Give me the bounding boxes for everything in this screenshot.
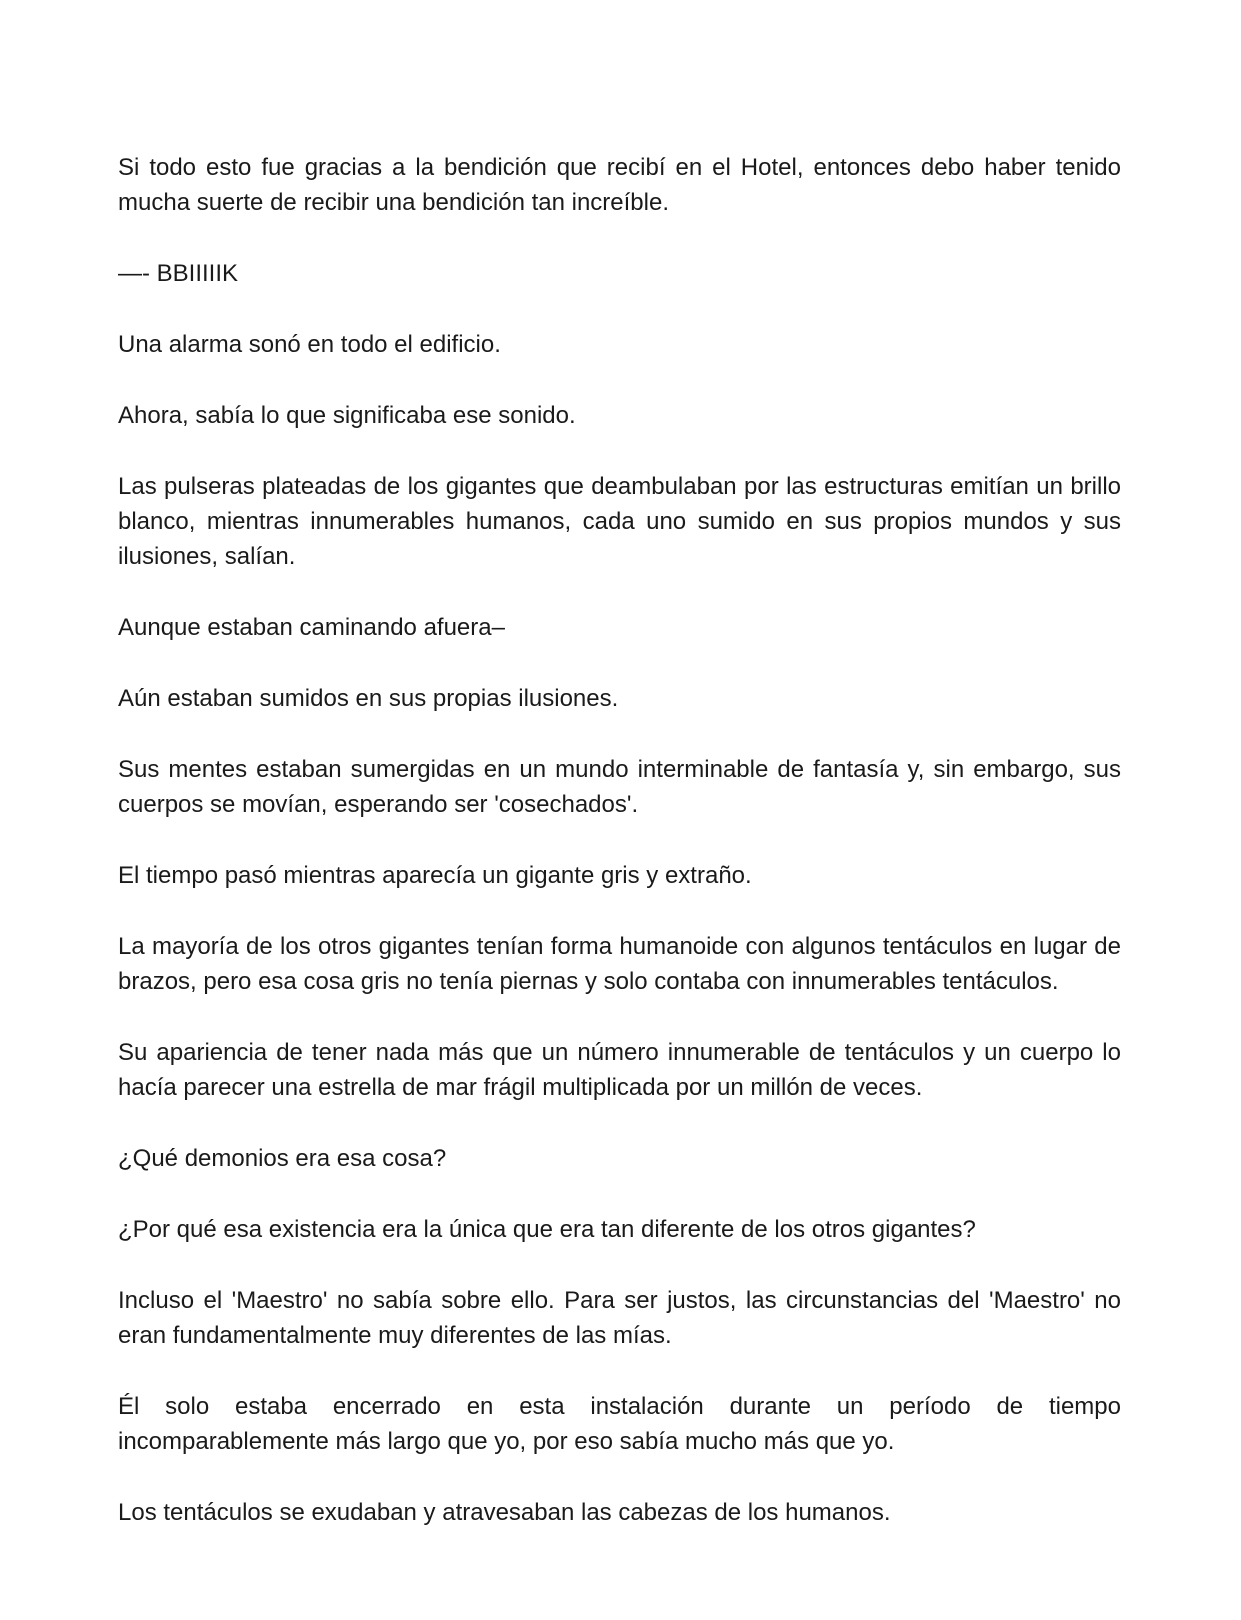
paragraph: Una alarma sonó en todo el edificio.	[118, 331, 501, 358]
paragraph: Si todo esto fue gracias a la bendición que recibí en el Hotel, entonces debo haber tenido mucha suerte de recibir una bendición tan increíble.	[118, 154, 1121, 216]
paragraph: Aún estaban sumidos en sus propias ilusiones.	[118, 685, 619, 712]
paragraph: Ahora, sabía lo que significaba ese sonido.	[118, 402, 576, 429]
paragraph: Los tentáculos se exudaban y atravesaban las cabezas de los humanos.	[118, 1499, 891, 1526]
paragraph: La mayoría de los otros gigantes tenían forma humanoide con algunos tentáculos en lugar de brazos, pero esa cosa gris no tenía piernas y solo contaba con innumerables tentáculos.	[118, 933, 1121, 995]
paragraph: Su apariencia de tener nada más que un número innumerable de tentáculos y un cuerpo lo hacía parecer una estrella de mar frágil multiplicada por un millón de veces.	[118, 1039, 1121, 1101]
paragraph: Aunque estaban caminando afuera–	[118, 614, 505, 641]
paragraph: —- BBIIIIIK	[118, 260, 239, 287]
paragraph: Sus mentes estaban sumergidas en un mundo interminable de fantasía y, sin embargo, sus cuerpos se movían, esperando ser 'cosechados'.	[118, 756, 1121, 818]
document-page	[118, 150, 1121, 1530]
paragraph: Incluso el 'Maestro' no sabía sobre ello. Para ser justos, las circunstancias del 'Maestro' no eran fundamentalmente muy diferentes de las mías.	[118, 1287, 1121, 1349]
paragraph: Las pulseras plateadas de los gigantes que deambulaban por las estructuras emitían un brillo blanco, mientras innumerables humanos, cada uno sumido en sus propios mundos y sus ilusiones, salían.	[118, 473, 1121, 570]
paragraph: ¿Por qué esa existencia era la única que era tan diferente de los otros gigantes?	[118, 1216, 976, 1243]
paragraph: El tiempo pasó mientras aparecía un gigante gris y extraño.	[118, 862, 752, 889]
paragraph: Él solo estaba encerrado en esta instalación durante un período de tiempo incomparablemente más largo que yo, por eso sabía mucho más que yo.	[118, 1393, 1121, 1455]
paragraph: ¿Qué demonios era esa cosa?	[118, 1145, 447, 1172]
